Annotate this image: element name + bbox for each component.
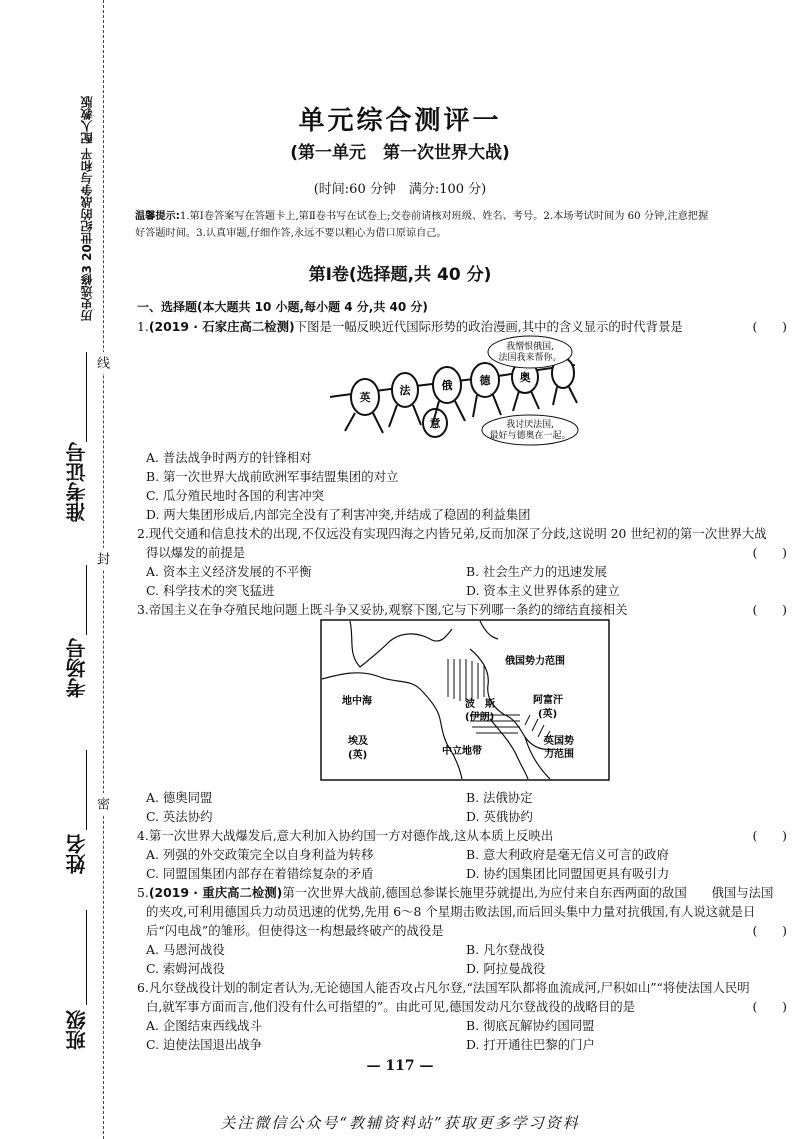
question-5 [137, 883, 787, 902]
question-number: 3. [137, 602, 149, 617]
q4-option-a[interactable]: A. 列强的外交政策完全以自身利益为转移 [146, 847, 374, 862]
question-stem-line-2: 白,就军事方面而言,他们没有什么可指望的”。由此可见,德国发动凡尔登战役的战略目的是 [146, 999, 635, 1014]
binding-line [103, 0, 104, 1139]
field-room-number: 考场号 [65, 638, 89, 698]
q4-option-d[interactable]: D. 协约国集团比同盟国更具有吸引力 [466, 866, 670, 881]
section-instruction: 一、选择题(本大题共 10 小题,每小题 4 分,共 40 分) [137, 300, 428, 314]
question-stem: 帝国主义在争夺殖民地问题上既斗争又妥协,观察下图,它与下列哪一条约的缔结直接相关 [148, 602, 628, 617]
field-name: 姓名 [65, 834, 89, 874]
q3-option-c[interactable]: C. 英法协约 [146, 809, 213, 824]
tips [135, 208, 775, 242]
question-number: 5. [137, 885, 149, 900]
question-stem-line-1: 凡尔登战役计划的制定者认为,无论德国人能否攻占凡尔登,“法国军队都将血流成河,尸积如山”“将使法国人民明 [148, 980, 750, 995]
q1-option-b[interactable]: B. 第一次世界大战前欧洲军事结盟集团的对立 [146, 469, 399, 484]
tips-line-2: 好答题时间。3.认真审题,仔细作答,永远不要以粗心为借口原谅自己。 [135, 228, 447, 239]
map-label-neutral-zone: 中立地带 [442, 746, 482, 757]
question-6 [137, 978, 787, 997]
q5-option-a[interactable]: A. 马恩河战役 [146, 942, 225, 957]
q2-option-b[interactable]: B. 社会生产力的迅速发展 [466, 564, 607, 579]
q3-option-b[interactable]: B. 法俄协定 [466, 790, 533, 805]
field-exam-number-line [86, 352, 87, 442]
question-5-line-2: 的夹攻,可利用德国兵力动员迅速的优势,先用 6～8 个星期击败法国,而后回头集中力量对抗俄国,有人说这就是日 [146, 904, 756, 919]
map-label-persia: 波 斯 [465, 699, 495, 710]
q1-option-a[interactable]: A. 普法战争时两方的针锋相对 [146, 450, 312, 465]
question-1 [137, 317, 787, 336]
map-label-iran: (伊朗) [465, 712, 495, 723]
map-label-russia-sphere: 俄国势力范围 [505, 656, 565, 667]
bubble-top-line-2: 法国我来帮你。 [498, 353, 562, 363]
q4-option-b[interactable]: B. 意大利政府是毫无信义可言的政府 [466, 847, 669, 862]
bubble-top-line-1: 我憎恨俄国, [506, 342, 554, 352]
question-5-line-3 [146, 921, 787, 940]
q3-option-a[interactable]: A. 德奥同盟 [146, 790, 213, 805]
q5-option-c[interactable]: C. 索姆河战役 [146, 961, 225, 976]
page-subtitle: (第一单元 第一次世界大战) [290, 143, 510, 163]
tips-label: 温馨提示: [135, 211, 180, 222]
question-number: 2. [137, 526, 149, 541]
map-label-british-sphere-2: 力范围 [544, 749, 574, 760]
cartoon-label-england: 英 [359, 391, 371, 404]
answer-paren: ( ) [752, 602, 787, 617]
book-title-vertical: 历史选修3 20世纪的战争与和平 配人教版 [80, 96, 94, 322]
question-4 [137, 826, 787, 845]
field-exam-number: 准考证号 [65, 442, 89, 522]
q1-option-d[interactable]: D. 两大集团形成后,内部完全没有了利害冲突,并结成了稳固的利益集团 [146, 507, 531, 522]
map-label-afghanistan-uk: (英) [538, 709, 558, 720]
q4-option-c[interactable]: C. 同盟国集团内部存在着错综复杂的矛盾 [146, 866, 374, 881]
section-title: 第Ⅰ卷(选择题,共 40 分) [308, 265, 492, 285]
q6-option-a[interactable]: A. 企图结束西线战斗 [146, 1018, 262, 1033]
answer-paren: ( ) [752, 545, 787, 560]
bubble-bottom-line-2: 最好与德奥在一起。 [489, 431, 571, 441]
field-room-number-line [86, 565, 87, 635]
q2-option-d[interactable]: D. 资本主义世界体系的建立 [466, 583, 620, 598]
answer-paren: ( ) [752, 828, 787, 843]
bubble-bottom-line-1: 我讨厌法国, [506, 420, 554, 430]
map-label-afghanistan: 阿富汗 [533, 695, 563, 706]
question-stem-line-1: 第一次世界大战前,德国总参谋长施里芬就提出,为应付来自东西两面的敌国 俄国与法国 [282, 885, 774, 900]
cartoon-label-austria: 奥 [519, 371, 531, 384]
question-2-line-2 [146, 543, 787, 562]
seal-mark-line: 线 [92, 352, 111, 373]
question-6-line-2 [146, 997, 787, 1016]
question-stem-line-1: 现代交通和信息技术的出现,不仅远没有实现四海之内皆兄弟,反而加深了分歧,这说明 20 世纪初的第一次世界大战 [148, 526, 767, 541]
question-stem: 下图是一幅反映近代国际形势的政治漫画,其中的含义显示的时代背景是 [294, 319, 683, 334]
time-score: (时间:60 分钟 满分:100 分) [313, 182, 487, 197]
map-label-egypt-uk: (英) [348, 750, 368, 761]
map-label-egypt: 埃及 [348, 736, 368, 747]
cartoon-label-germany: 德 [479, 374, 491, 387]
answer-paren: ( ) [752, 319, 787, 334]
q2-option-a[interactable]: A. 资本主义经济发展的不平衡 [146, 564, 312, 579]
map-label-british-sphere-1: 英国势 [544, 736, 574, 747]
q6-option-b[interactable]: B. 彻底瓦解协约国同盟 [466, 1018, 595, 1033]
q2-option-c[interactable]: C. 科学技术的突飞猛进 [146, 583, 275, 598]
q6-option-d[interactable]: D. 打开通往巴黎的门户 [466, 1037, 595, 1052]
cartoon-image [325, 335, 585, 447]
cartoon-label-france: 法 [399, 384, 411, 397]
q5-option-d[interactable]: D. 阿拉曼战役 [466, 961, 546, 976]
question-source: (2019 · 重庆高二检测) [148, 885, 283, 900]
question-number: 4. [137, 828, 149, 843]
cartoon-label-russia: 俄 [441, 379, 453, 392]
question-stem-line-3: 后“闪电战”的雏形。但使得这一构想最终破产的战役是 [146, 923, 444, 938]
page-number: — 117 — [366, 1058, 434, 1074]
answer-paren: ( ) [752, 923, 787, 938]
question-2 [137, 524, 787, 543]
footer-watermark: 关注微信公众号“教辅资料站”获取更多学习资料 [220, 1114, 580, 1132]
cartoon-label-italy: 意 [429, 417, 441, 430]
question-source: (2019 · 石家庄高二检测) [148, 319, 295, 334]
q6-option-c[interactable]: C. 迫使法国退出战争 [146, 1037, 263, 1052]
field-class-line [86, 910, 87, 1005]
q3-option-d[interactable]: D. 英俄协约 [466, 809, 533, 824]
tips-line-1: 1.第Ⅰ卷答案写在答题卡上,第Ⅱ卷书写在试卷上;交卷前请核对班级、姓名、考号。2.本场考试时间为 60 分钟,注意把握 [179, 211, 709, 222]
field-name-line [86, 750, 87, 830]
q1-option-c[interactable]: C. 瓜分殖民地时各国的利害冲突 [146, 488, 324, 503]
question-stem: 第一次世界大战爆发后,意大利加入协约国一方对德作战,这从本质上反映出 [148, 828, 554, 843]
question-number: 6. [137, 980, 149, 995]
question-number: 1. [137, 319, 149, 334]
question-stem-line-2: 得以爆发的前提是 [146, 545, 246, 560]
map-label-mediterranean: 地中海 [342, 696, 372, 707]
answer-paren: ( ) [752, 999, 787, 1014]
persia-map [320, 619, 610, 781]
seal-mark-seal: 封 [92, 548, 111, 569]
question-3 [137, 600, 787, 619]
q5-option-b[interactable]: B. 凡尔登战役 [466, 942, 545, 957]
field-class: 班级 [65, 1010, 89, 1050]
seal-mark-secret: 密 [92, 793, 111, 814]
page-title: 单元综合测评一 [298, 106, 502, 136]
